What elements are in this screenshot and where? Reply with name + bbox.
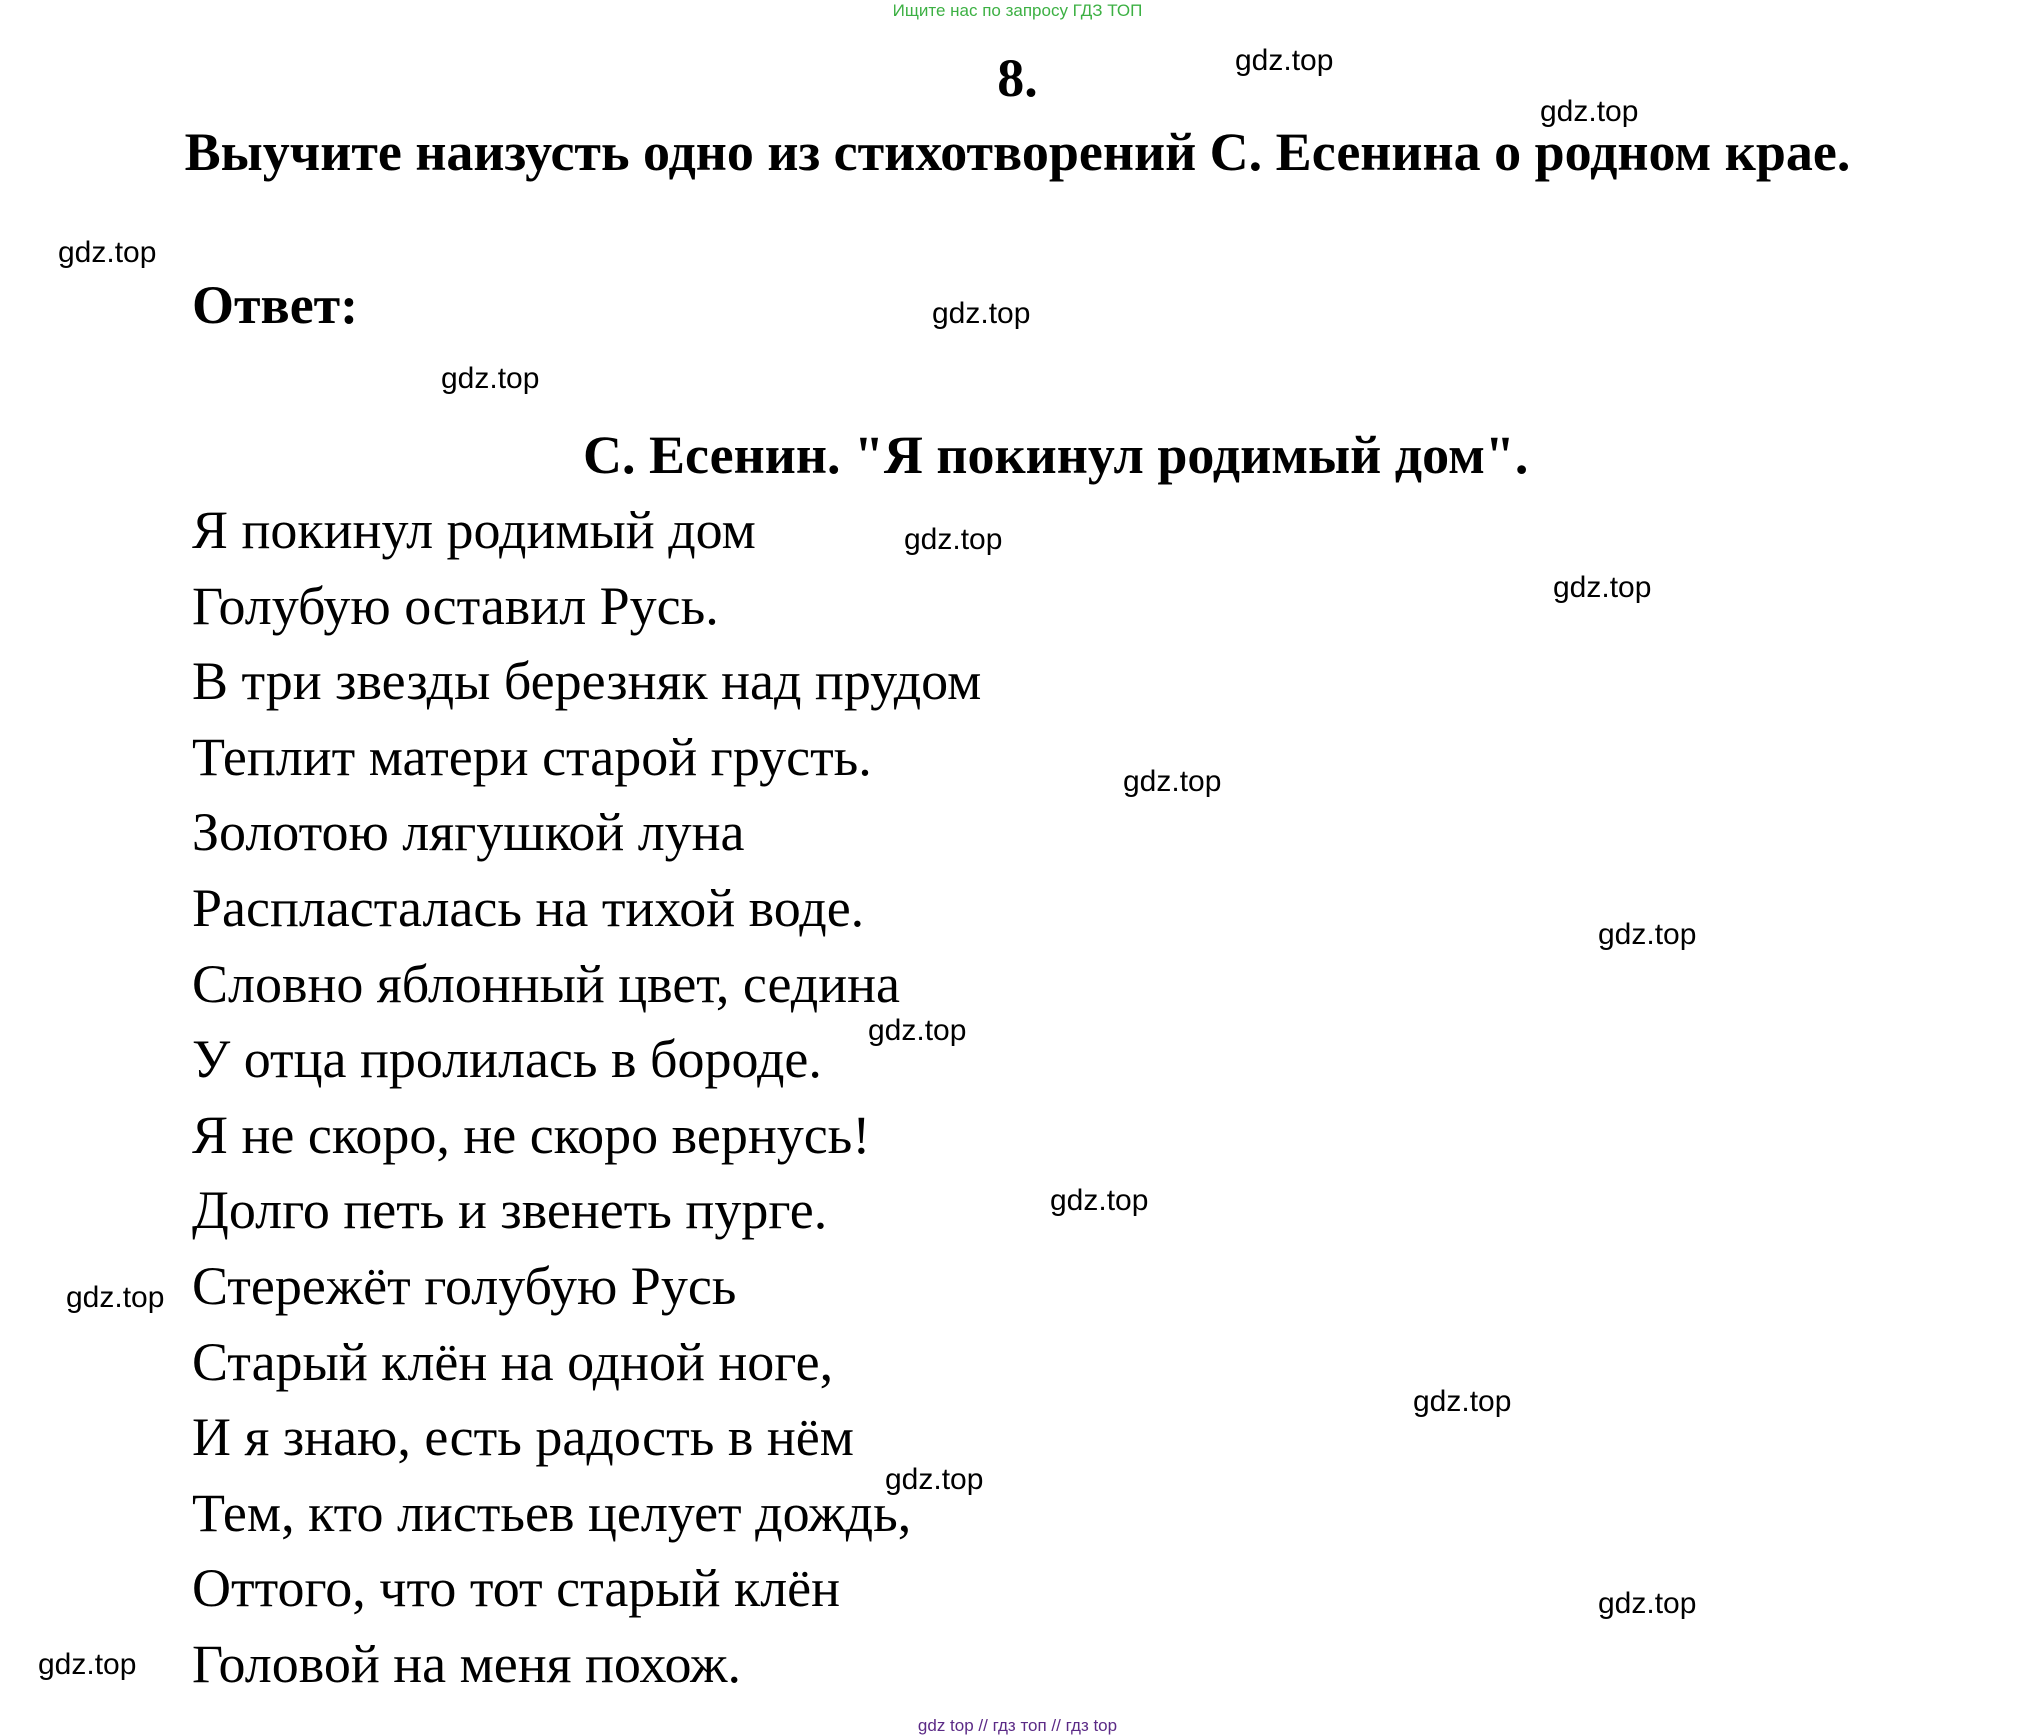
watermark: gdz.top <box>441 362 540 395</box>
poem-line: Теплит матери старой грусть. <box>192 726 872 787</box>
poem-line: Я покинул родимый дом <box>192 500 756 560</box>
poem-line: Золотою лягушкой луна <box>192 802 745 863</box>
watermark: gdz.top <box>1413 1385 1512 1418</box>
poem-line: И я знаю, есть радость в нём <box>192 1407 854 1468</box>
watermark: gdz.top <box>1598 918 1697 951</box>
top-banner[interactable]: Ищите нас по запросу ГДЗ ТОП <box>892 1 1143 20</box>
watermark: gdz.top <box>1598 1587 1697 1620</box>
poem-line: Распласталась на тихой воде. <box>192 877 865 938</box>
watermark: gdz.top <box>868 1014 967 1047</box>
poem-line: В три звезды березняк над прудом <box>192 651 982 712</box>
poem-line: Старый клён на одной ноге, <box>192 1331 834 1392</box>
watermark: gdz.top <box>932 297 1031 330</box>
watermark: gdz.top <box>1050 1184 1149 1217</box>
watermark: gdz.top <box>66 1281 165 1314</box>
task-number: 8. <box>997 48 1038 108</box>
poem-line: Оттого, что тот старый клён <box>192 1558 841 1619</box>
watermark: gdz.top <box>885 1463 984 1496</box>
footer-links[interactable]: gdz top // гдз топ // гдз top <box>917 1716 1118 1735</box>
poem-line: Стережёт голубую Русь <box>192 1255 737 1316</box>
poem-title: С. Есенин. "Я покинул родимый дом". <box>583 425 1529 485</box>
poem-line: Тем, кто листьев целует дождь, <box>192 1482 912 1543</box>
watermark: gdz.top <box>1123 765 1222 798</box>
answer-label: Ответ: <box>192 275 359 335</box>
task-text: Выучите наизусть одно из стихотворений С. Есенина о родном крае. <box>184 122 1851 182</box>
watermark: gdz.top <box>1540 95 1639 128</box>
poem-line: Долго петь и звенеть пурге. <box>192 1180 828 1241</box>
watermark: gdz.top <box>58 236 157 269</box>
poem-line: У отца пролилась в бороде. <box>192 1029 822 1090</box>
poem-line: Голубую оставил Русь. <box>192 575 719 636</box>
poem-lines <box>192 498 984 1708</box>
poem-line: Словно яблонный цвет, седина <box>192 953 900 1014</box>
watermark: gdz.top <box>1235 44 1334 77</box>
watermark: gdz.top <box>38 1648 137 1681</box>
poem-line: Головой на меня похож. <box>192 1633 741 1694</box>
watermark: gdz.top <box>1553 571 1652 604</box>
watermark: gdz.top <box>904 523 1003 556</box>
poem-line: Я не скоро, не скоро вернусь! <box>192 1104 871 1165</box>
